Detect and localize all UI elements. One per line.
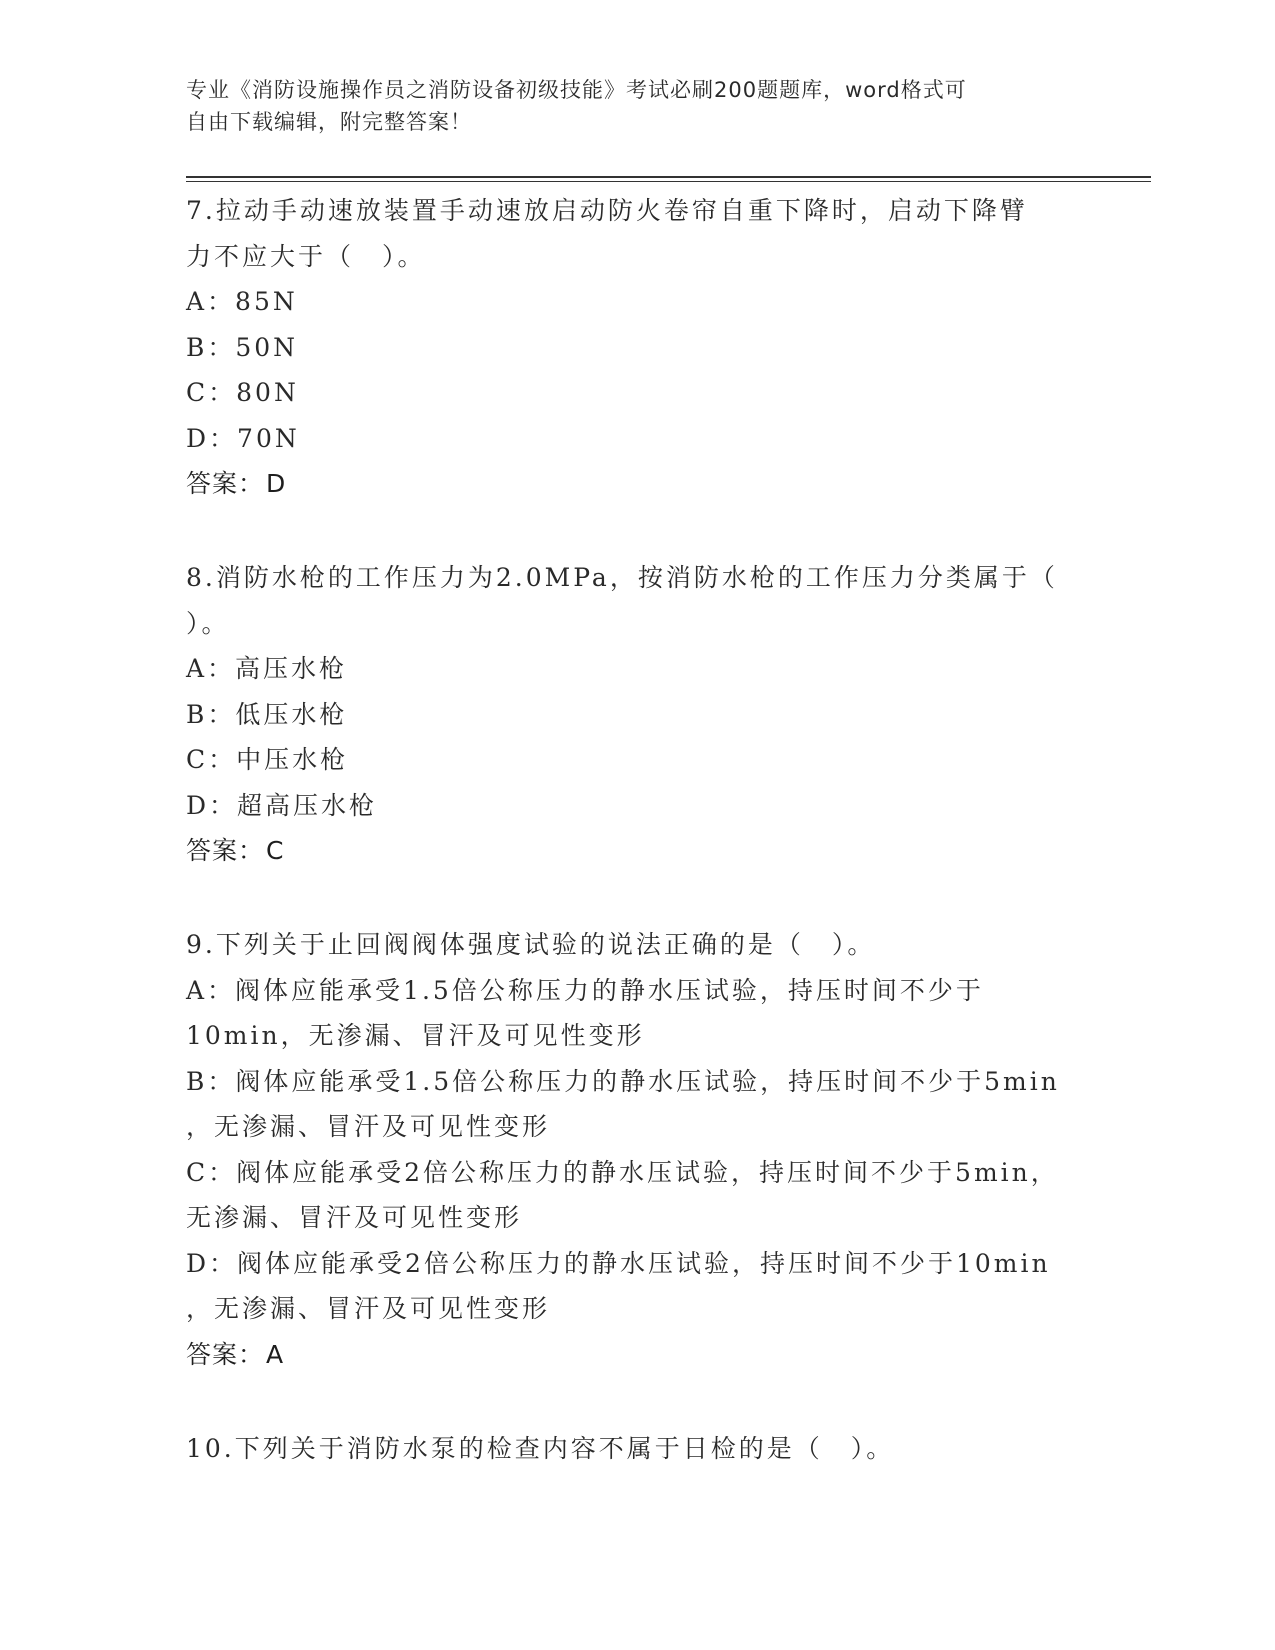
- option-d-line-1: D：阀体应能承受2倍公称压力的静水压试验，持压时间不少于10min: [186, 1248, 1051, 1278]
- option-c: C：80N: [186, 378, 299, 407]
- option-c-line-2: 无渗漏、冒汗及可见性变形: [186, 1203, 523, 1232]
- header-intro-line-1: 专业《消防设施操作员之消防设备初级技能》考试必刷200题题库，word格式可: [186, 78, 967, 102]
- question-stem-line: ）。: [186, 608, 230, 638]
- answer-value: C: [266, 836, 285, 865]
- question-9: [186, 922, 1086, 1378]
- answer-label: 答案：: [186, 1339, 265, 1369]
- question-stem-line: 7.拉动手动速放装置手动速放启动防火卷帘自重下降时，启动下降臂: [186, 196, 1028, 225]
- option-c: C：中压水枪: [186, 745, 349, 774]
- option-d: D：70N: [186, 423, 300, 453]
- option-d: D：超高压水枪: [186, 790, 378, 820]
- answer-value: A: [266, 1339, 285, 1369]
- header-intro-line-2: 自由下载编辑，附完整答案！: [186, 110, 472, 134]
- option-b: B：50N: [186, 332, 299, 362]
- question-stem-line: 10.下列关于消防水泵的检查内容不属于日检的是（ ）。: [186, 1433, 895, 1463]
- option-c-line-1: C：阀体应能承受2倍公称压力的静水压试验，持压时间不少于5min，: [186, 1157, 1059, 1187]
- document-header: [186, 74, 1086, 138]
- question-10: [186, 1426, 1086, 1472]
- answer-value: D: [266, 469, 287, 498]
- header-divider-thin: [186, 181, 1151, 182]
- question-list: [186, 188, 1086, 1519]
- option-b-line-1: B：阀体应能承受1.5倍公称压力的静水压试验，持压时间不少于5min: [186, 1066, 1060, 1096]
- option-a: A：高压水枪: [186, 654, 348, 683]
- answer-line: [186, 461, 1086, 507]
- option-d-line-2: ，无渗漏、冒汗及可见性变形: [186, 1294, 551, 1323]
- option-a-line-1: A：阀体应能承受1.5倍公称压力的静水压试验，持压时间不少于: [186, 975, 984, 1005]
- answer-line: [186, 1332, 1086, 1378]
- question-stem-line: 力不应大于（ ）。: [186, 241, 426, 271]
- answer-label: 答案：: [186, 836, 265, 865]
- question-stem-line: 8.消防水枪的工作压力为2.0MPa，按消防水枪的工作压力分类属于（: [186, 563, 1058, 592]
- option-b: B：低压水枪: [186, 699, 348, 729]
- answer-line: [186, 828, 1086, 874]
- option-a: A：85N: [186, 287, 298, 316]
- answer-label: 答案：: [186, 469, 265, 498]
- question-stem-line: 9.下列关于止回阀阀体强度试验的说法正确的是（ ）。: [186, 930, 876, 959]
- option-a-line-2: 10min，无渗漏、冒汗及可见性变形: [186, 1021, 645, 1050]
- option-b-line-2: ，无渗漏、冒汗及可见性变形: [186, 1112, 551, 1141]
- header-divider-thick: [186, 176, 1151, 178]
- question-7: [186, 188, 1086, 507]
- question-8: [186, 555, 1086, 874]
